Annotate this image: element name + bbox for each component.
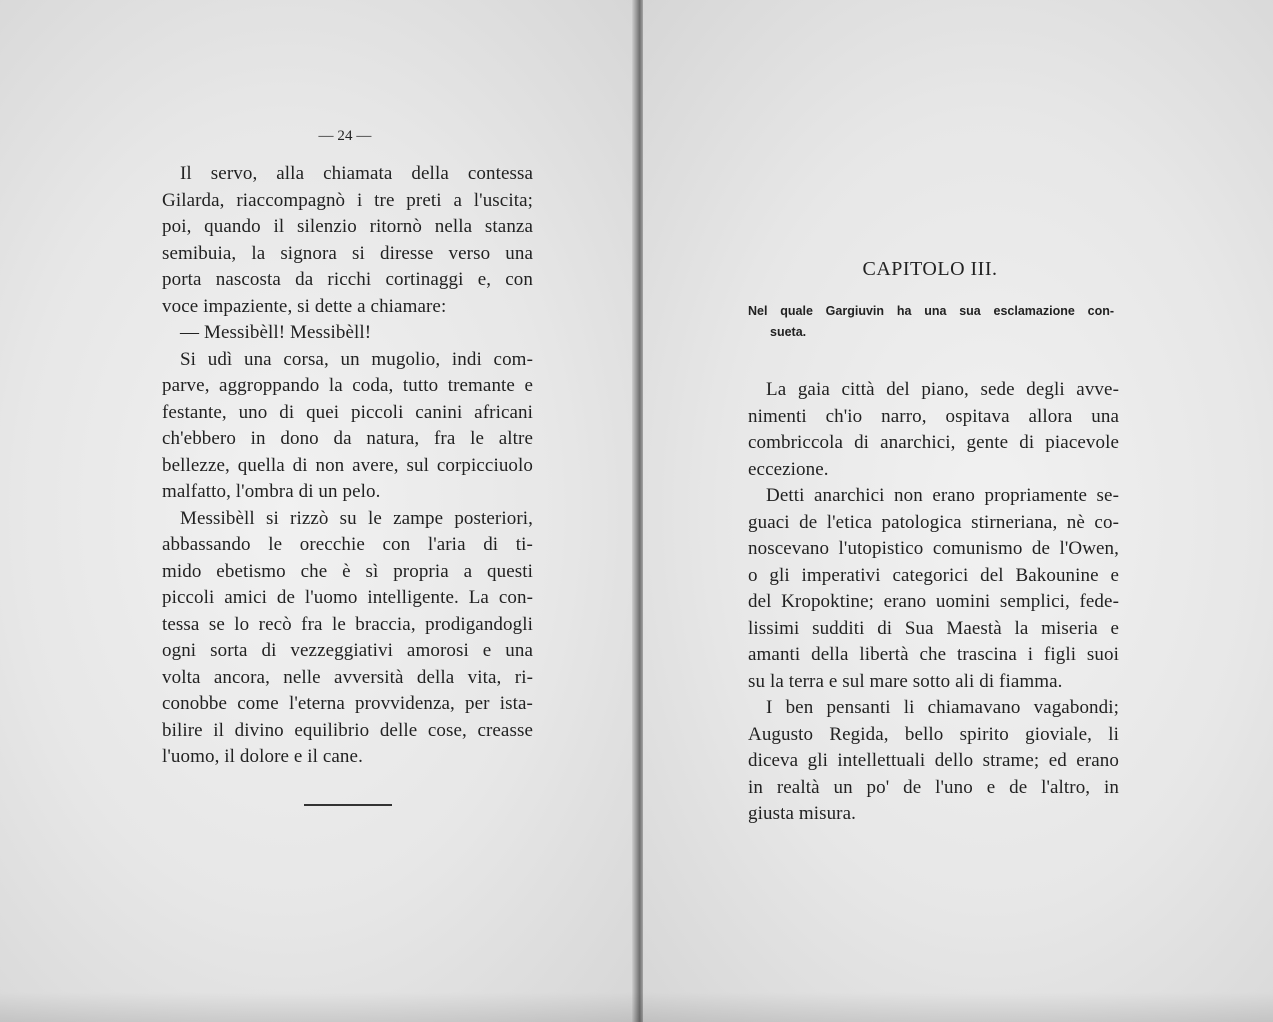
text-line: malfatto, l'ombra di un pelo. <box>162 481 381 502</box>
chapter-summary <box>748 301 1114 343</box>
text-line: ogni sorta di vezzeggiativi amorosi e una <box>162 640 533 661</box>
chapter-end-rule <box>304 804 392 806</box>
page-bottom-shadow <box>0 992 1273 1022</box>
text-line: — Messibèll! Messibèll! <box>180 322 372 343</box>
page-number: — 24 — <box>318 128 372 144</box>
text-line: lissimi sudditi di Sua Maestà la miseria e <box>748 617 1119 639</box>
text-line: poi, quando il silenzio ritornò nella stanza <box>162 216 533 237</box>
text-line: combriccola di anarchici, gente di piacevole <box>748 432 1119 453</box>
text-line: su la terra e sul mare sotto ali di fiamma. <box>748 670 1063 692</box>
text-line: Detti anarchici non erano propriamente se- <box>766 485 1119 506</box>
text-line: del Kropoktine; erano uomini semplici, fede- <box>748 591 1119 612</box>
text-line: tessa se lo recò fra le braccia, prodigandogli <box>162 613 533 635</box>
text-line: bellezze, quella di non avere, sul corpicciuolo <box>162 454 533 476</box>
right-page-body <box>748 377 1119 828</box>
text-line: conobbe come l'eterna provvidenza, per ista- <box>162 693 533 714</box>
text-line: in realtà un po' de l'uno e de l'altro, in <box>748 776 1119 798</box>
text-line: Si udì una corsa, un mugolio, indi com- <box>180 348 533 370</box>
text-line: piccoli amici de l'uomo intelligente. La con- <box>162 587 533 608</box>
summary-line: sueta. <box>770 325 807 339</box>
text-line: l'uomo, il dolore e il cane. <box>162 746 363 767</box>
left-page-body <box>162 161 533 771</box>
text-line: festante, uno di quei piccoli canini africani <box>162 401 533 423</box>
text-line: eccezione. <box>748 458 829 480</box>
text-line: Il servo, alla chiamata della contessa <box>180 163 533 184</box>
text-line: Augusto Regida, bello spirito gioviale, li <box>748 723 1119 745</box>
text-line: giusta misura. <box>748 803 856 824</box>
text-line: La gaia città del piano, sede degli avve- <box>766 379 1119 400</box>
text-line: mido ebetismo che è sì propria a questi <box>162 560 533 582</box>
text-line: ch'ebbero in dono da natura, fra le altre <box>162 428 533 449</box>
text-line: parve, aggroppando la coda, tutto tremante e <box>162 375 533 396</box>
text-line: diceva gli intellettuali dello strame; ed erano <box>748 750 1119 771</box>
text-line: amanti della libertà che trascina i figli suoi <box>748 644 1119 665</box>
text-line: nimenti ch'io narro, ospitava allora una <box>748 405 1119 427</box>
text-line: Messibèll si rizzò su le zampe posteriori, <box>180 507 533 529</box>
summary-line: Nel quale Gargiuvin ha una sua esclamazione con- <box>748 304 1114 318</box>
text-line: volta ancora, nelle avversità della vita, ri- <box>162 666 533 688</box>
text-line: porta nascosta da ricchi cortinaggi e, con <box>162 269 533 290</box>
text-line: semibuia, la signora si diresse verso una <box>162 242 533 264</box>
text-line: Gilarda, riaccompagnò i tre preti a l'uscita; <box>162 189 533 211</box>
text-line: bilire il divino equilibrio delle cose, creasse <box>162 719 533 741</box>
text-line: o gli imperativi categorici del Bakounine e <box>748 564 1119 586</box>
text-line: abbassando le orecchie con l'aria di ti- <box>162 534 533 555</box>
text-line: guaci de l'etica patologica stirneriana, nè co- <box>748 511 1119 533</box>
text-line: noscevano l'utopistico comunismo de l'Owen, <box>748 538 1119 559</box>
text-line: I ben pensanti li chiamavano vagabondi; <box>766 697 1119 718</box>
text-line: voce impaziente, si dette a chiamare: <box>162 295 447 317</box>
chapter-title: CAPITOLO III. <box>862 258 998 280</box>
